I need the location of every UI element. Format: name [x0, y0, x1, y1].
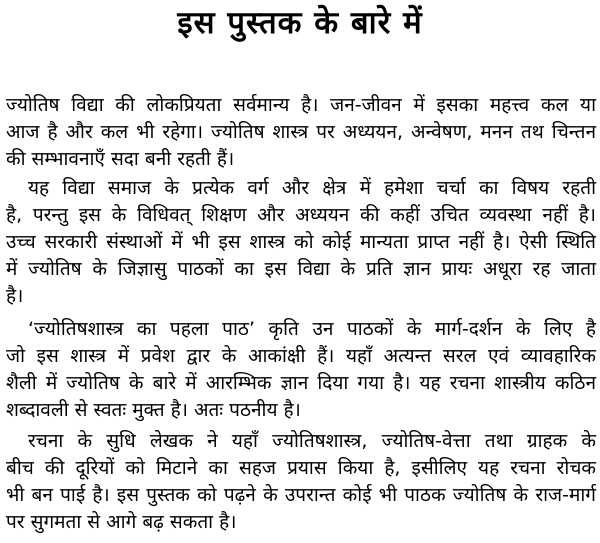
paragraph-line: में ज्योतिष के जिज्ञासु पाठकों का इस विद्या के प्रति ज्ञान प्रायः अधूरा रह जाता: [6, 258, 596, 280]
paragraph-line: भी बन पाई है। इस पुस्तक को पढ़ने के उपरान्त कोई भी पाठक ज्योतिष के राज-मार्ग: [6, 484, 596, 506]
paragraph-line: ज्योतिष विद्या की लोकप्रियता सर्वमान्य है। जन-जीवन में इसका महत्त्व कल या: [6, 94, 596, 116]
paragraph-line: आज है और कल भी रहेगा। ज्योतिष शास्त्र पर अध्ययन, अन्वेषण, मनन तथ चिन्तन: [6, 121, 596, 143]
paragraph-line: पर सुगमता से आगे बढ़ सकता है।: [6, 511, 237, 533]
paragraph-line: बीच की दूरियों को मिटाने का सहज प्रयास किया है, इसीलिए यह रचना रोचक: [6, 457, 596, 479]
paragraph-line: शब्दावली से स्वतः मुक्त है। अतः पठनीय है।: [6, 399, 301, 421]
paragraph-line: उच्च सरकारी संस्थाओं में भी इस शास्त्र को कोई मान्यता प्राप्त नहीं है। ऐसी स्थिति: [6, 231, 596, 253]
paragraph-line: है।: [6, 285, 24, 307]
paragraph-line: है, परन्तु इस के विधिवत् शिक्षण और अध्ययन की कहीं उचित व्यवस्था नहीं है।: [6, 204, 596, 226]
paragraph-line: रचना के सुधि लेखक ने यहाँ ज्योतिषशास्त्र, ज्योतिष-वेत्ता तथा ग्राहक के: [28, 430, 596, 452]
page-title: इस पुस्तक के बारे में: [177, 5, 423, 41]
paragraph-line: शैली में ज्योतिष के बारे में आरम्भिक ज्ञान दिया गया है। यह रचना शास्त्रीय कठिन: [6, 372, 596, 394]
paragraph-line: की सम्भावनाएँ सदा बनी रहती हैं।: [6, 148, 235, 170]
paragraph-line: जो इस शास्त्र में प्रवेश द्वार के आकांक्षी हैं। यहाँ अत्यन्त सरल एवं व्यावहारिक: [6, 345, 596, 367]
paragraph-line: यह विद्या समाज के प्रत्येक वर्ग और क्षेत्र में हमेशा चर्चा का विषय रहती: [28, 177, 596, 199]
paragraph-line: ‘ज्योतिषशास्त्र का पहला पाठ’ कृति उन पाठकों के मार्ग-दर्शन के लिए है: [28, 318, 596, 340]
